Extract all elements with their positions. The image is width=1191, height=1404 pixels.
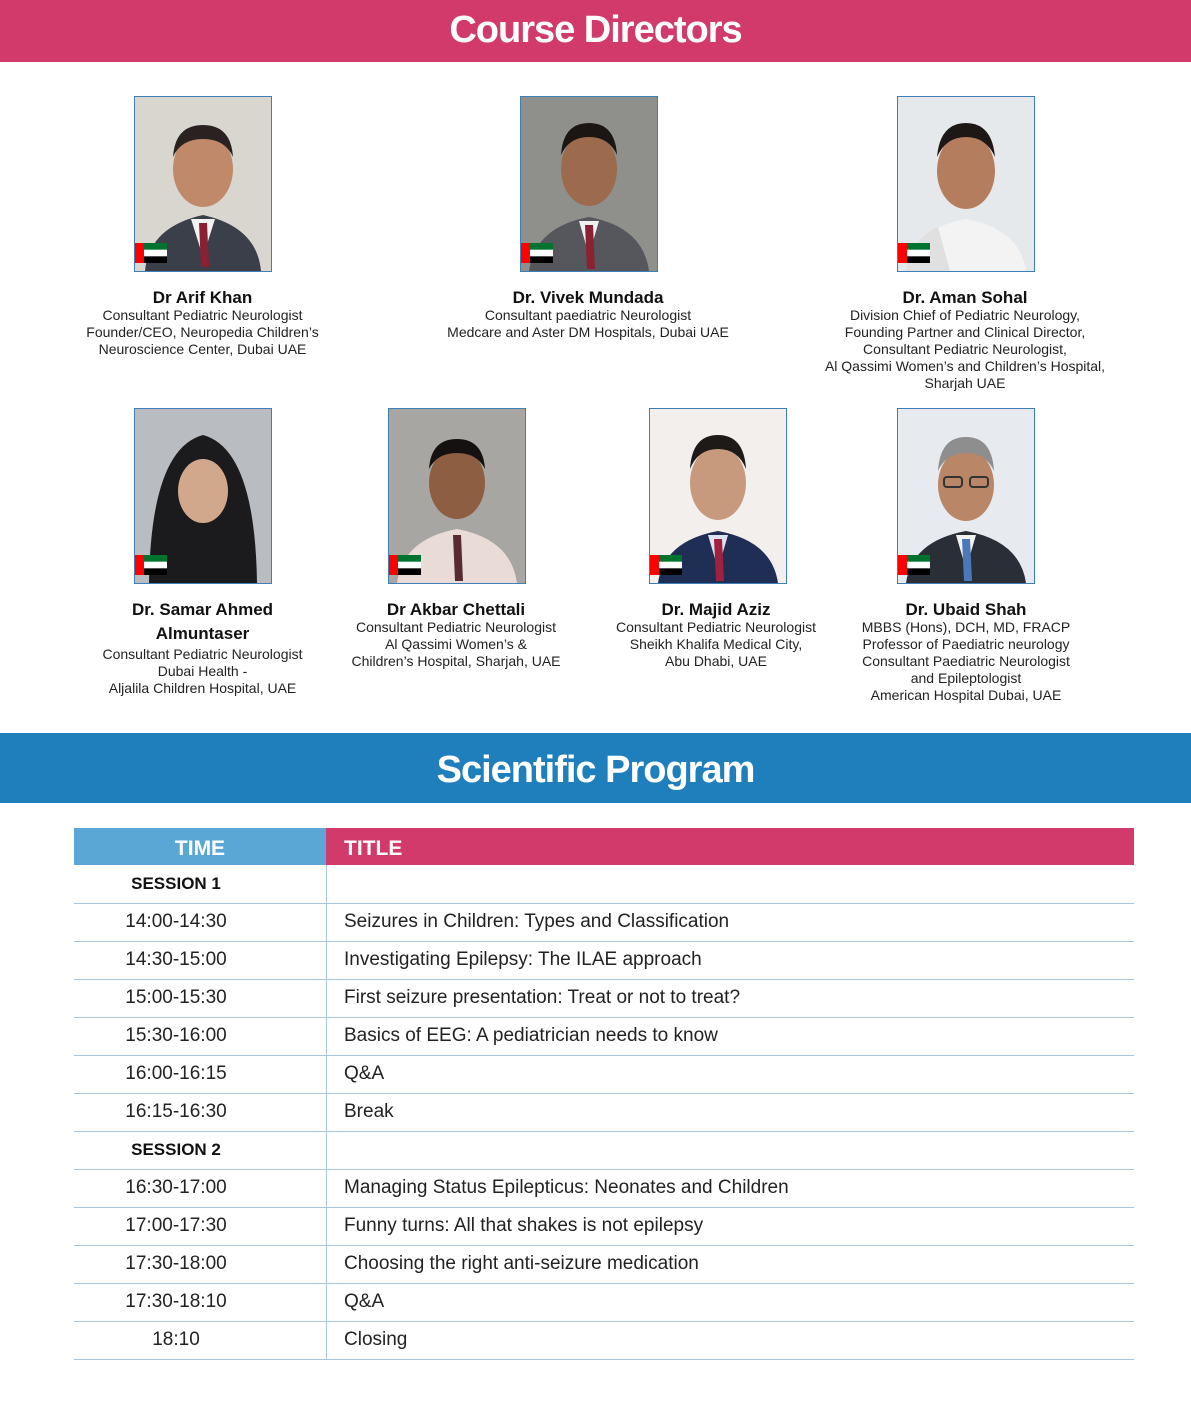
title-cell: First seizure presentation: Treat or not to treat? [344,987,741,1008]
time-cell: 15:30-16:00 [125,1025,227,1046]
director-photo [134,96,272,272]
director-description: Consultant Pediatric Neurologist Founder/CEO, Neuropedia Children’s Neuroscience Center, Dubai UAE [86,307,319,357]
director-photo [897,96,1035,272]
director-description: Consultant Pediatric Neurologist Sheikh Khalifa Medical City, Abu Dhabi, UAE [616,619,816,669]
scientific-program-banner [0,733,1191,803]
title-cell: Basics of EEG: A pediatrician needs to know [344,1025,718,1046]
title-cell: Q&A [344,1063,385,1084]
director-name: Dr Arif Khan [152,288,253,307]
title-column-header: TITLE [326,828,1134,865]
table-header [74,828,1134,865]
uae-flag-icon [521,243,553,263]
table-row [74,1055,1134,1094]
time-cell: 17:30-18:00 [125,1253,227,1274]
time-cell: 14:00-14:30 [125,911,227,932]
title-cell: Choosing the right anti-seizure medication [344,1253,699,1274]
director-description: Division Chief of Pediatric Neurology, Founding Partner and Clinical Director, Consultant Pediatric Neurologist, Al Qassimi Women’s and Children’s Hospital, Sharjah UAE [824,307,1106,391]
table-row [74,979,1134,1018]
uae-flag-icon [135,243,167,263]
uae-flag-icon [650,555,682,575]
director-photo [134,408,272,584]
table-row [74,1017,1134,1056]
time-cell: 16:30-17:00 [125,1177,227,1198]
table-row [74,903,1134,942]
uae-flag-icon [389,555,421,575]
director-name: Dr. Ubaid Shah [905,600,1027,619]
time-cell: 16:00-16:15 [125,1063,227,1084]
session-label: SESSION 2 [131,1140,221,1159]
table-row [74,1245,1134,1284]
table-row [74,1207,1134,1246]
title-cell: Seizures in Children: Types and Classification [344,911,730,932]
table-row [74,1321,1134,1360]
scientific-program-title: Scientific Program [436,749,755,791]
time-column-header: TIME [74,828,326,865]
director-name: Dr Akbar Chettali [386,600,526,619]
director-description: Consultant paediatric Neurologist Medcare and Aster DM Hospitals, Dubai UAE [447,307,729,340]
director-name: Dr. Majid Aziz [661,600,771,619]
table-row [74,941,1134,980]
director-photo [897,408,1035,584]
course-directors-title: Course Directors [449,9,742,51]
course-directors-banner [0,0,1191,62]
director-photo [388,408,526,584]
time-cell: 17:30-18:10 [125,1291,227,1312]
table-row [74,1283,1134,1322]
uae-flag-icon [135,555,167,575]
session-row [74,1131,1134,1170]
title-cell: Q&A [344,1291,385,1312]
director-description: MBBS (Hons), DCH, MD, FRACP Professor of Paediatric neurology Consultant Paediatric Neurologist and Epileptologist American Hospital Dubai, UAE [861,619,1071,703]
title-cell: Managing Status Epilepticus: Neonates and Children [344,1177,789,1198]
time-cell: 14:30-15:00 [125,949,227,970]
title-cell: Closing [344,1329,408,1350]
title-cell: Funny turns: All that shakes is not epilepsy [344,1215,704,1236]
director-name: Dr. Aman Sohal [902,288,1028,307]
uae-flag-icon [898,243,930,263]
time-cell: 15:00-15:30 [125,987,227,1008]
time-cell: 16:15-16:30 [125,1101,227,1122]
title-cell: Investigating Epilepsy: The ILAE approach [344,949,702,970]
table-row [74,1093,1134,1132]
director-photo [649,408,787,584]
director-description: Consultant Pediatric Neurologist Dubai Health - Aljalila Children Hospital, UAE [102,646,303,696]
time-cell: 17:00-17:30 [125,1215,227,1236]
director-description: Consultant Pediatric Neurologist Al Qassimi Women’s & Children’s Hospital, Sharjah, UAE [351,619,561,669]
director-photo [520,96,658,272]
director-name: Dr. Samar Ahmed Almuntaser [131,600,274,643]
time-cell: 18:10 [152,1329,200,1350]
uae-flag-icon [898,555,930,575]
title-cell: Break [344,1101,394,1122]
table-row [74,1169,1134,1208]
director-name: Dr. Vivek Mundada [512,288,664,307]
session-label: SESSION 1 [131,874,221,893]
session-row [74,865,1134,904]
